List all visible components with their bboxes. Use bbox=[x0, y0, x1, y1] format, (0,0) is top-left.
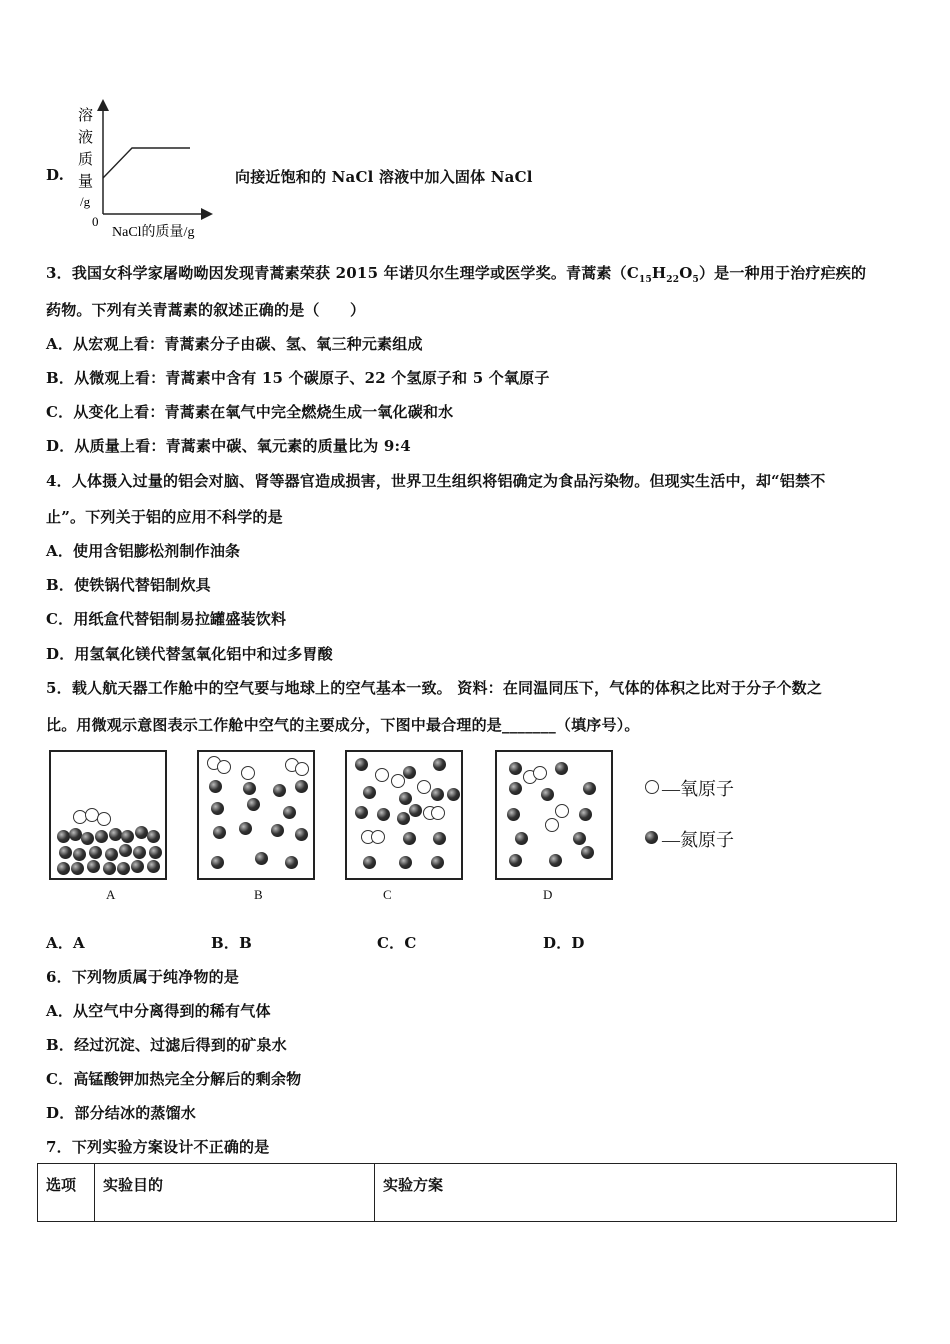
nitrogen-atom-icon bbox=[355, 758, 368, 771]
nitrogen-atom-icon bbox=[247, 798, 260, 811]
nitrogen-atom-icon bbox=[409, 804, 422, 817]
q3-option-d[interactable]: D．从质量上看：青蒿素中碳、氧元素的质量比为 9:4 bbox=[46, 437, 411, 455]
nitrogen-atom-icon bbox=[147, 830, 160, 843]
nitrogen-atom-icon bbox=[295, 780, 308, 793]
q2-option-d-label: D. bbox=[46, 166, 65, 184]
graph-origin: 0 bbox=[92, 214, 99, 229]
nitrogen-atom-icon bbox=[285, 856, 298, 869]
nitrogen-atom-icon bbox=[103, 862, 116, 875]
nitrogen-atom-icon bbox=[509, 782, 522, 795]
oxygen-atom-icon bbox=[555, 804, 569, 818]
nitrogen-atom-icon bbox=[133, 846, 146, 859]
table-header-purpose: 实验目的 bbox=[95, 1164, 375, 1222]
nitrogen-atom-icon bbox=[211, 802, 224, 815]
graph-x-label: NaCl的质量/g bbox=[112, 225, 195, 240]
q4-stem-line2: 止”。下列关于铝的应用不科学的是 bbox=[46, 508, 283, 526]
nitrogen-atom-icon bbox=[549, 854, 562, 867]
nitrogen-atom-icon bbox=[209, 780, 222, 793]
diagram-a-label: A bbox=[106, 887, 116, 902]
oxygen-atom-icon bbox=[431, 806, 445, 820]
q6-option-d[interactable]: D．部分结冰的蒸馏水 bbox=[46, 1104, 197, 1122]
q2-option-d-text: 向接近饱和的 NaCl 溶液中加入固体 NaCl bbox=[235, 168, 533, 186]
q3-stem-line1: 3．我国女科学家屠呦呦因发现青蒿素荣获 2015 年诺贝尔生理学或医学奖。青蒿素$(C_{15}H_{22}O_5)$是一种用于治疗疟疾的 bbox=[46, 264, 867, 285]
q4-option-c[interactable]: C．用纸盒代替铝制易拉罐盛装饮料 bbox=[46, 610, 287, 628]
solution-mass-graph bbox=[60, 96, 230, 246]
q6-option-b[interactable]: B．经过沉淀、过滤后得到的矿泉水 bbox=[46, 1036, 287, 1054]
nitrogen-atom-icon bbox=[431, 788, 444, 801]
q6-stem: 6．下列物质属于纯净物的是 bbox=[46, 968, 240, 986]
q5-option-d[interactable]: D．D bbox=[543, 934, 585, 952]
q5-option-c[interactable]: C．C bbox=[377, 934, 417, 952]
q4-option-a[interactable]: A．使用含铝膨松剂制作油条 bbox=[46, 542, 241, 560]
oxygen-atom-icon bbox=[545, 818, 559, 832]
nitrogen-atom-icon bbox=[149, 846, 162, 859]
q4-option-d[interactable]: D．用氢氧化镁代替氢氧化铝中和过多胃酸 bbox=[46, 645, 333, 663]
nitrogen-atom-icon bbox=[87, 860, 100, 873]
nitrogen-atom-icon bbox=[271, 824, 284, 837]
nitrogen-legend-text: —氮原子 bbox=[662, 830, 734, 850]
q5-stem-line1: 5．载人航天器工作舱中的空气要与地球上的空气基本一致。 资料：在同温同压下，气体的体积之比对于分子个数之 bbox=[46, 679, 823, 697]
nitrogen-atom-icon bbox=[447, 788, 460, 801]
nitrogen-atom-icon bbox=[239, 822, 252, 835]
nitrogen-atom-icon bbox=[117, 862, 130, 875]
oxygen-atom-icon bbox=[97, 812, 111, 826]
q5-stem-line2: 比。用微观示意图表示工作舱中空气的主要成分，下图中最合理的是_______（填序号）。 bbox=[46, 716, 640, 734]
graph-y-label-4: 量 bbox=[78, 174, 94, 190]
q7-stem: 7．下列实验方案设计不正确的是 bbox=[46, 1138, 270, 1156]
nitrogen-atom-icon bbox=[73, 848, 86, 861]
nitrogen-atom-icon bbox=[403, 766, 416, 779]
graph-y-label-3: 质 bbox=[78, 152, 94, 168]
nitrogen-atom-legend-icon bbox=[645, 831, 658, 844]
q3-stem-line2: 药物。下列有关青蒿素的叙述正确的是（ ） bbox=[46, 301, 366, 319]
nitrogen-atom-icon bbox=[399, 856, 412, 869]
diagram-d-box bbox=[495, 750, 613, 880]
oxygen-atom-icon bbox=[217, 760, 231, 774]
table-header-row bbox=[38, 1164, 897, 1222]
nitrogen-atom-icon bbox=[57, 830, 70, 843]
oxygen-atom-icon bbox=[375, 768, 389, 782]
nitrogen-atom-icon bbox=[255, 852, 268, 865]
q3-option-c[interactable]: C．从变化上看：青蒿素在氧气中完全燃烧生成一氧化碳和水 bbox=[46, 403, 454, 421]
oxygen-atom-icon bbox=[371, 830, 385, 844]
nitrogen-atom-icon bbox=[355, 806, 368, 819]
q4-stem-line1: 4．人体摄入过量的铝会对脑、肾等器官造成损害，世界卫生组织将铝确定为食品污染物。但现实生活中，却“铝禁不 bbox=[46, 472, 826, 490]
nitrogen-atom-icon bbox=[515, 832, 528, 845]
nitrogen-atom-icon bbox=[581, 846, 594, 859]
graph-curve bbox=[103, 148, 190, 178]
diagram-b-box bbox=[197, 750, 315, 880]
oxygen-atom-icon bbox=[533, 766, 547, 780]
graph-y-label-1: 溶 bbox=[78, 108, 94, 124]
q5-option-b[interactable]: B．B bbox=[211, 934, 252, 952]
nitrogen-atom-icon bbox=[555, 762, 568, 775]
q5-option-a[interactable]: A．A bbox=[46, 934, 85, 952]
nitrogen-atom-icon bbox=[95, 830, 108, 843]
experiment-table bbox=[37, 1163, 897, 1222]
nitrogen-atom-icon bbox=[433, 758, 446, 771]
nitrogen-atom-icon bbox=[295, 828, 308, 841]
nitrogen-atom-icon bbox=[89, 846, 102, 859]
diagram-c-label: C bbox=[383, 887, 392, 902]
nitrogen-atom-icon bbox=[431, 856, 444, 869]
graph-y-label-2: 液 bbox=[78, 130, 94, 146]
nitrogen-atom-icon bbox=[509, 762, 522, 775]
nitrogen-atom-icon bbox=[541, 788, 554, 801]
diagram-a-box bbox=[49, 750, 167, 880]
q3-option-a[interactable]: A．从宏观上看：青蒿素分子由碳、氢、氧三种元素组成 bbox=[46, 335, 423, 353]
nitrogen-atom-icon bbox=[377, 808, 390, 821]
nitrogen-atom-icon bbox=[243, 782, 256, 795]
q4-option-b[interactable]: B．使铁锅代替铝制炊具 bbox=[46, 576, 211, 594]
nitrogen-atom-icon bbox=[211, 856, 224, 869]
nitrogen-atom-icon bbox=[121, 830, 134, 843]
table-header-option: 选项 bbox=[38, 1164, 95, 1222]
diagram-b-label: B bbox=[254, 887, 263, 902]
oxygen-legend-text: —氧原子 bbox=[662, 779, 734, 799]
nitrogen-atom-icon bbox=[579, 808, 592, 821]
nitrogen-atom-icon bbox=[509, 854, 522, 867]
nitrogen-atom-icon bbox=[57, 862, 70, 875]
q6-option-a[interactable]: A．从空气中分离得到的稀有气体 bbox=[46, 1002, 271, 1020]
nitrogen-atom-icon bbox=[583, 782, 596, 795]
nitrogen-atom-icon bbox=[131, 860, 144, 873]
nitrogen-atom-icon bbox=[105, 848, 118, 861]
nitrogen-atom-icon bbox=[71, 862, 84, 875]
nitrogen-atom-icon bbox=[399, 792, 412, 805]
nitrogen-atom-icon bbox=[363, 856, 376, 869]
q3-option-b[interactable]: B．从微观上看：青蒿素中含有 15 个碳原子、22 个氢原子和 5 个氧原子 bbox=[46, 369, 550, 387]
diagram-c-box bbox=[345, 750, 463, 880]
nitrogen-atom-icon bbox=[59, 846, 72, 859]
nitrogen-atom-icon bbox=[507, 808, 520, 821]
table-header-plan: 实验方案 bbox=[375, 1164, 897, 1222]
nitrogen-atom-icon bbox=[213, 826, 226, 839]
nitrogen-atom-icon bbox=[109, 828, 122, 841]
oxygen-atom-icon bbox=[391, 774, 405, 788]
nitrogen-atom-icon bbox=[363, 786, 376, 799]
nitrogen-atom-icon bbox=[433, 832, 446, 845]
nitrogen-atom-icon bbox=[397, 812, 410, 825]
oxygen-atom-legend-icon bbox=[645, 780, 659, 794]
nitrogen-atom-icon bbox=[573, 832, 586, 845]
oxygen-atom-icon bbox=[295, 762, 309, 776]
nitrogen-atom-icon bbox=[119, 844, 132, 857]
nitrogen-atom-icon bbox=[283, 806, 296, 819]
nitrogen-atom-icon bbox=[147, 860, 160, 873]
graph-y-unit: /g bbox=[80, 194, 91, 209]
nitrogen-atom-icon bbox=[81, 832, 94, 845]
nitrogen-atom-icon bbox=[403, 832, 416, 845]
diagram-d-label: D bbox=[543, 887, 553, 902]
oxygen-atom-icon bbox=[417, 780, 431, 794]
oxygen-atom-icon bbox=[241, 766, 255, 780]
nitrogen-atom-icon bbox=[273, 784, 286, 797]
q6-option-c[interactable]: C．高锰酸钾加热完全分解后的剩余物 bbox=[46, 1070, 302, 1088]
